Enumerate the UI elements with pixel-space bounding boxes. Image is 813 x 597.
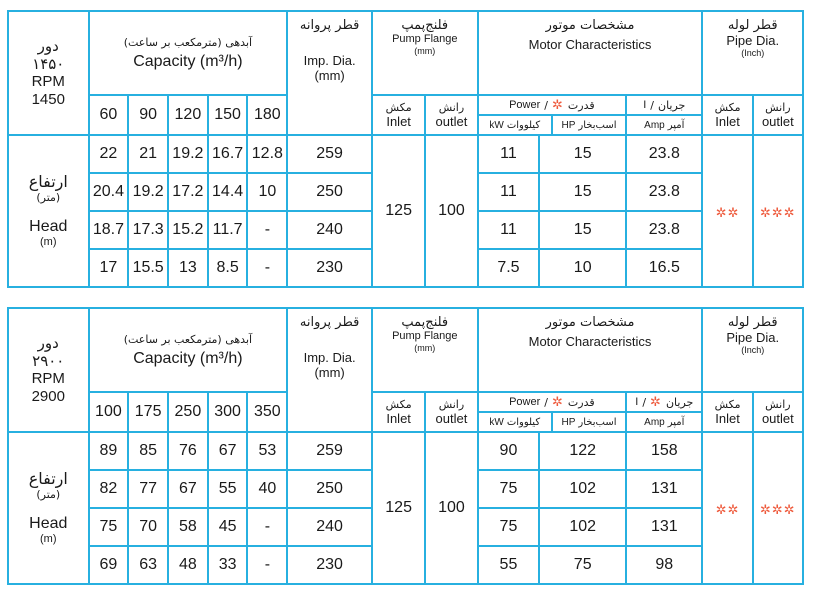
- pipe-outlet-header: [753, 95, 803, 135]
- kw-label-fa: کیلووات: [506, 119, 541, 131]
- hp-label-en: HP: [561, 416, 576, 428]
- hp-label-en: HP: [561, 119, 576, 131]
- head-value: 12.8: [247, 135, 287, 173]
- flange-unit: (mm): [414, 343, 436, 353]
- pipe-outlet-value: [753, 432, 803, 584]
- head-value: 40: [247, 470, 287, 508]
- power-slash: /: [544, 395, 548, 409]
- impeller-dia-header: [287, 308, 372, 432]
- impeller-value: 259: [287, 135, 372, 173]
- outlet-label-fa: رانش: [765, 101, 791, 114]
- outlet-label-fa: رانش: [438, 398, 465, 411]
- pipe-label-fa: قطر لوله: [727, 18, 778, 33]
- head-unit-fa: (متر): [36, 488, 61, 501]
- inlet-label-fa: مکش: [714, 398, 741, 411]
- amp-label-fa: آمپر: [667, 416, 685, 428]
- flange-label-en: Pump Flange: [392, 330, 458, 342]
- impeller-value: 250: [287, 470, 372, 508]
- rpm-label-en: RPM: [31, 73, 65, 90]
- rpm-value-en: 1450: [31, 91, 65, 108]
- rpm-value-fa: ۱۴۵۰: [32, 55, 65, 73]
- power-label-en: Power: [509, 99, 541, 111]
- star-icon: ✲✲✲: [760, 502, 796, 518]
- power-label-fa: قدرت: [567, 98, 595, 112]
- outlet-label-fa: رانش: [438, 101, 465, 114]
- rpm-header-cell: [8, 11, 89, 135]
- flange-label-fa: فلنج‌پمپ: [401, 315, 449, 330]
- head-value: 85: [128, 432, 168, 470]
- amp-value: 23.8: [626, 135, 702, 173]
- head-value: 19.2: [128, 173, 168, 211]
- flange-outlet-header: [425, 392, 477, 432]
- current-label-fa: جریان: [658, 98, 686, 112]
- pipe-inlet-value: [702, 135, 752, 287]
- rpm-label-en: RPM: [31, 370, 65, 387]
- rpm-label-fa: دور: [37, 37, 59, 55]
- star-icon: ✲: [552, 97, 564, 113]
- head-value: 20.4: [89, 173, 129, 211]
- head-value: 13: [168, 249, 208, 287]
- head-label-cell: [8, 135, 89, 287]
- head-value: 55: [208, 470, 248, 508]
- head-value: 63: [128, 546, 168, 584]
- head-value: 58: [168, 508, 208, 546]
- amp-value: 23.8: [626, 211, 702, 249]
- kw-value: 75: [478, 470, 540, 508]
- flange-inlet-value: 125: [372, 135, 425, 287]
- amp-value: 131: [626, 508, 702, 546]
- impeller-unit: (mm): [314, 68, 345, 83]
- head-value: 48: [168, 546, 208, 584]
- head-unit-en: (m): [40, 533, 57, 545]
- amp-value: 23.8: [626, 173, 702, 211]
- pipe-inlet-header: [702, 95, 752, 135]
- capacity-value: 150: [208, 95, 248, 135]
- head-value: -: [247, 249, 287, 287]
- hp-value: 102: [539, 508, 626, 546]
- head-value: 17.3: [128, 211, 168, 249]
- flange-unit: (mm): [414, 46, 436, 56]
- amp-label-en: Amp: [644, 119, 665, 131]
- current-slash: /: [642, 395, 647, 409]
- impeller-label-en: Imp. Dia.: [303, 350, 356, 365]
- capacity-value: 60: [89, 95, 129, 135]
- head-value: 17: [89, 249, 129, 287]
- power-slash: /: [544, 98, 548, 112]
- impeller-label-fa: قطر پروانه: [299, 18, 360, 33]
- head-value: 21: [128, 135, 168, 173]
- head-value: 53: [247, 432, 287, 470]
- hp-value: 75: [539, 546, 626, 584]
- inlet-label-en: Inlet: [386, 114, 411, 129]
- inlet-label-fa: مکش: [385, 101, 412, 114]
- inlet-label-en: Inlet: [715, 411, 740, 426]
- pump-table-1450: [7, 10, 804, 288]
- head-value: -: [247, 508, 287, 546]
- rpm-value-fa: ۲۹۰۰: [32, 352, 65, 370]
- flange-outlet-value: 100: [425, 135, 477, 287]
- head-value: 67: [168, 470, 208, 508]
- power-header: [478, 392, 627, 432]
- motor-label-fa: مشخصات موتور: [545, 18, 635, 33]
- motor-header: [478, 11, 703, 95]
- hp-value: 15: [539, 135, 626, 173]
- pipe-label-en: Pipe Dia.: [726, 330, 780, 345]
- rpm-label-fa: دور: [37, 334, 59, 352]
- head-value: 22: [89, 135, 129, 173]
- capacity-value: 90: [128, 95, 168, 135]
- capacity-value: 300: [208, 392, 248, 432]
- pump-flange-header: [372, 11, 478, 95]
- flange-label-fa: فلنج‌پمپ: [401, 18, 449, 33]
- pipe-unit: (Inch): [741, 345, 765, 355]
- head-value: 76: [168, 432, 208, 470]
- flange-inlet-value: 125: [372, 432, 425, 584]
- inlet-label-fa: مکش: [385, 398, 412, 411]
- outlet-label-en: outlet: [435, 411, 468, 426]
- head-value: 14.4: [208, 173, 248, 211]
- hp-value: 122: [539, 432, 626, 470]
- outlet-label-fa: رانش: [765, 398, 791, 411]
- impeller-value: 230: [287, 249, 372, 287]
- head-value: 18.7: [89, 211, 129, 249]
- star-icon: ✲✲: [715, 502, 740, 518]
- current-i-label: I: [635, 396, 639, 408]
- impeller-value: 230: [287, 546, 372, 584]
- head-unit-en: (m): [40, 236, 57, 248]
- impeller-unit: (mm): [314, 365, 345, 380]
- head-value: 70: [128, 508, 168, 546]
- pump-table-2900: [7, 307, 804, 585]
- outlet-label-en: outlet: [761, 411, 794, 426]
- table-row: [8, 432, 803, 470]
- kw-value: 11: [478, 211, 540, 249]
- pipe-inlet-header: [702, 392, 752, 432]
- star-icon: ✲: [650, 394, 662, 410]
- hp-value: 15: [539, 211, 626, 249]
- pipe-outlet-value: [753, 135, 803, 287]
- capacity-value: 350: [247, 392, 287, 432]
- head-value: -: [247, 546, 287, 584]
- head-value: -: [247, 211, 287, 249]
- pump-flange-header: [372, 308, 478, 392]
- head-label-fa: ارتفاع: [28, 172, 68, 191]
- head-value: 10: [247, 173, 287, 211]
- kw-value: 11: [478, 135, 540, 173]
- flange-label-en: Pump Flange: [392, 33, 458, 45]
- current-slash: /: [650, 98, 654, 112]
- kw-label-en: kW: [489, 416, 504, 428]
- head-value: 8.5: [208, 249, 248, 287]
- head-value: 33: [208, 546, 248, 584]
- kw-value: 90: [478, 432, 540, 470]
- amp-value: 98: [626, 546, 702, 584]
- head-label-fa: ارتفاع: [28, 469, 68, 488]
- hp-value: 10: [539, 249, 626, 287]
- amp-value: 131: [626, 470, 702, 508]
- amp-value: 16.5: [626, 249, 702, 287]
- kw-label-fa: کیلووات: [506, 416, 541, 428]
- star-icon: ✲✲: [715, 205, 740, 221]
- amp-value: 158: [626, 432, 702, 470]
- capacity-label-fa: آبدهی (مترمکعب بر ساعت): [123, 35, 253, 49]
- head-value: 11.7: [208, 211, 248, 249]
- head-value: 16.7: [208, 135, 248, 173]
- kw-value: 7.5: [478, 249, 540, 287]
- head-value: 15.2: [168, 211, 208, 249]
- current-i-label: I: [643, 99, 647, 111]
- outlet-label-en: outlet: [761, 114, 794, 129]
- inlet-label-en: Inlet: [386, 411, 411, 426]
- star-icon: ✲✲✲: [760, 205, 796, 221]
- amp-label-fa: آمپر: [667, 119, 685, 131]
- pipe-dia-header: [702, 11, 803, 95]
- motor-header: [478, 308, 703, 392]
- current-header: [626, 95, 702, 135]
- head-value: 45: [208, 508, 248, 546]
- pipe-label-fa: قطر لوله: [727, 315, 778, 330]
- capacity-value: 175: [128, 392, 168, 432]
- outlet-label-en: outlet: [435, 114, 468, 129]
- impeller-label-en: Imp. Dia.: [303, 53, 356, 68]
- head-label-en: Head: [29, 515, 68, 532]
- impeller-label-fa: قطر پروانه: [299, 315, 360, 330]
- impeller-value: 240: [287, 508, 372, 546]
- power-label-en: Power: [509, 396, 541, 408]
- capacity-label-en: Capacity (m³/h): [133, 52, 243, 70]
- flange-inlet-header: [372, 392, 425, 432]
- inlet-label-fa: مکش: [714, 101, 741, 114]
- head-value: 19.2: [168, 135, 208, 173]
- head-value: 77: [128, 470, 168, 508]
- head-value: 17.2: [168, 173, 208, 211]
- head-value: 15.5: [128, 249, 168, 287]
- kw-value: 11: [478, 173, 540, 211]
- motor-label-fa: مشخصات موتور: [545, 315, 635, 330]
- flange-outlet-value: 100: [425, 432, 477, 584]
- head-label-cell: [8, 432, 89, 584]
- capacity-label-fa: آبدهی (مترمکعب بر ساعت): [123, 332, 253, 346]
- head-value: 69: [89, 546, 129, 584]
- impeller-dia-header: [287, 11, 372, 135]
- head-label-en: Head: [29, 218, 68, 235]
- head-value: 75: [89, 508, 129, 546]
- rpm-header-cell: [8, 308, 89, 432]
- pipe-outlet-header: [753, 392, 803, 432]
- star-icon: ✲: [552, 394, 564, 410]
- hp-value: 15: [539, 173, 626, 211]
- rpm-value-en: 2900: [31, 388, 65, 405]
- capacity-value: 120: [168, 95, 208, 135]
- capacity-value: 180: [247, 95, 287, 135]
- head-value: 67: [208, 432, 248, 470]
- kw-value: 55: [478, 546, 540, 584]
- kw-value: 75: [478, 508, 540, 546]
- current-label-fa: جریان: [665, 395, 694, 409]
- capacity-value: 250: [168, 392, 208, 432]
- table-row: [8, 135, 803, 173]
- capacity-header: [89, 308, 288, 392]
- head-unit-fa: (متر): [36, 191, 61, 204]
- pipe-label-en: Pipe Dia.: [726, 33, 780, 48]
- hp-label-fa: اسب‌بخار: [578, 416, 617, 428]
- power-header: [478, 95, 627, 135]
- hp-value: 102: [539, 470, 626, 508]
- flange-outlet-header: [425, 95, 477, 135]
- motor-label-en: Motor Characteristics: [528, 334, 652, 349]
- inlet-label-en: Inlet: [715, 114, 740, 129]
- head-value: 89: [89, 432, 129, 470]
- power-label-fa: قدرت: [567, 395, 595, 409]
- motor-label-en: Motor Characteristics: [528, 37, 652, 52]
- flange-inlet-header: [372, 95, 425, 135]
- impeller-value: 259: [287, 432, 372, 470]
- pipe-dia-header: [702, 308, 803, 392]
- capacity-label-en: Capacity (m³/h): [133, 349, 243, 367]
- impeller-value: 250: [287, 173, 372, 211]
- head-value: 82: [89, 470, 129, 508]
- impeller-value: 240: [287, 211, 372, 249]
- amp-label-en: Amp: [644, 416, 665, 428]
- pipe-unit: (Inch): [741, 48, 765, 58]
- current-header: [626, 392, 702, 432]
- capacity-value: 100: [89, 392, 129, 432]
- hp-label-fa: اسب‌بخار: [578, 119, 617, 131]
- pipe-inlet-value: [702, 432, 752, 584]
- kw-label-en: kW: [489, 119, 504, 131]
- capacity-header: [89, 11, 288, 95]
